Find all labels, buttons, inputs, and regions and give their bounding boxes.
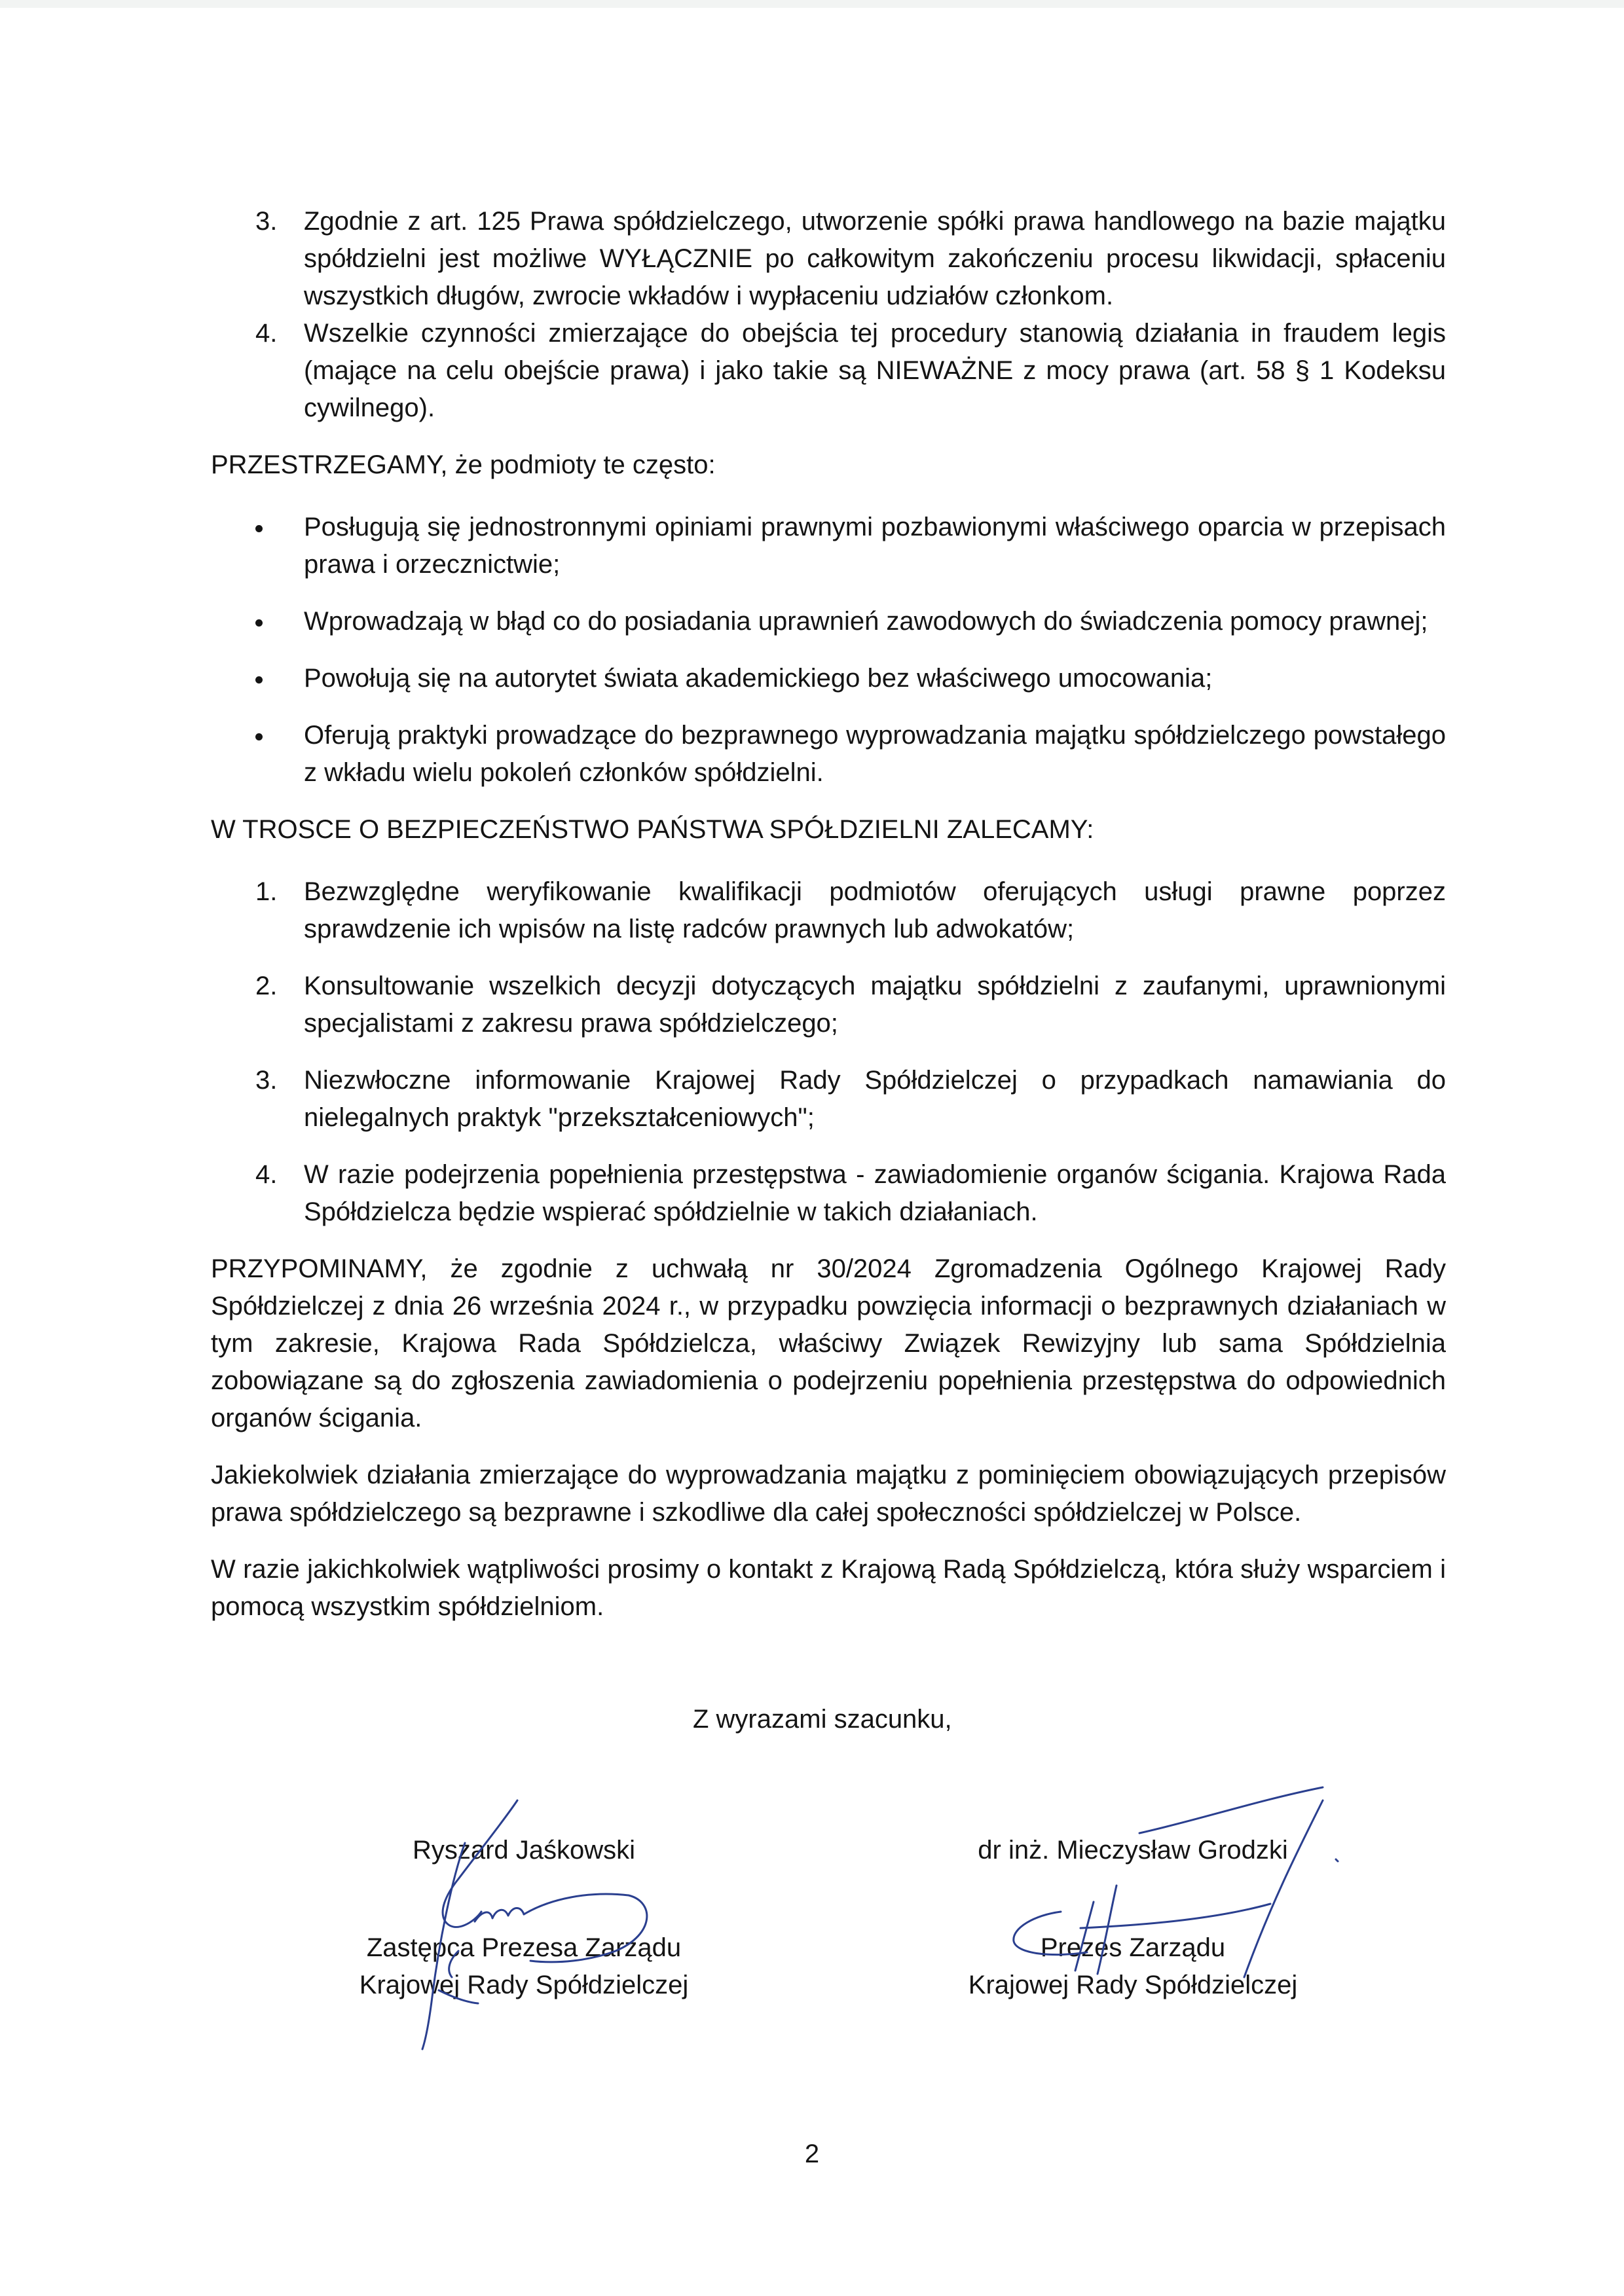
- warning-heading: PRZESTRZEGAMY, że podmioty te często:: [211, 450, 716, 479]
- list-item: [211, 1062, 1446, 1137]
- signatory-name: Ryszard Jaśkowski: [412, 1836, 636, 1865]
- list-item: [211, 315, 1446, 427]
- list-number: 2.: [255, 972, 278, 1000]
- list-number: 3.: [255, 1066, 278, 1095]
- bullet-icon: [255, 525, 263, 532]
- bullet-item: [211, 660, 1446, 697]
- list-item: [211, 203, 1446, 315]
- bullet-item: [211, 603, 1446, 640]
- list-number: 3.: [255, 207, 278, 236]
- reminder-paragraph: PRZYPOMINAMY, że zgodnie z uchwałą nr 30/2024 Zgromadzenia Ogólnego Krajowej Rady Spółdzielczej z dnia 26 września 2024 r., w przypadku powzięcia informacji o bezprawnych działaniach w tym zakresie, Krajowa Rada Spółdzielcza, właściwy Związek Rewizyjny lub sama Spółdzielnia zobowiązane są do zgłoszenia zawiadomienia o podejrzeniu popełnienia przestępstwa do odpowiednich organów ścigania.: [211, 1254, 1446, 1432]
- list-number: 4.: [255, 319, 278, 348]
- list-item-text: Wszelkie czynności zmierzające do obejścia tej procedury stanowią działania in fraudem legis (mające na celu obejście prawa) i jako takie są NIEWAŻNE z mocy prawa (art. 58 § 1 Kodeksu cywilnego).: [304, 319, 1446, 422]
- bullet-item: [211, 509, 1446, 583]
- list-number: 1.: [255, 877, 278, 906]
- letter-body: [211, 203, 1446, 1645]
- list-item: [211, 968, 1446, 1042]
- warning-bullet-list: [211, 509, 1446, 792]
- recommend-heading: W TROSCE O BEZPIECZEŃSTWO PAŃSTWA SPÓŁDZIELNI ZALECAMY:: [211, 815, 1094, 844]
- bullet-text: Posługują się jednostronnymi opiniami prawnymi pozbawionymi właściwego oparcia w przepisach prawa i orzecznictwie;: [304, 513, 1446, 579]
- bullet-text: Wprowadzają w błąd co do posiadania uprawnień zawodowych do świadczenia pomocy prawnej;: [304, 607, 1428, 636]
- list-item-text: Zgodnie z art. 125 Prawa spółdzielczego, utworzenie spółki prawa handlowego na bazie majątku spółdzielni jest możliwe WYŁĄCZNIE po całkowitym zakończeniu procesu likwidacji, spłaceniu wszystkich długów, zwrocie wkładów i wypłaceniu udziałów członkom.: [304, 207, 1446, 310]
- list-item-text: W razie podejrzenia popełnienia przestępstwa - zawiadomienie organów ścigania. Krajowa Rada Spółdzielcza będzie wspierać spółdzielnie w takich działaniach.: [304, 1160, 1446, 1226]
- page-number: 2: [804, 2140, 820, 2168]
- signatory-organization: Krajowej Rady Spółdzielczej: [359, 1971, 689, 1999]
- contact-paragraph: W razie jakichkolwiek wątpliwości prosimy o kontakt z Krajową Radą Spółdzielczą, która służy wsparciem i pomocą wszystkim spółdzielniom.: [211, 1555, 1446, 1621]
- bullet-text: Powołują się na autorytet świata akademickiego bez właściwego umocowania;: [304, 664, 1213, 693]
- signatory-role: Prezes Zarządu: [1040, 1933, 1226, 1962]
- list-number: 4.: [255, 1160, 278, 1189]
- signatory-organization: Krajowej Rady Spółdzielczej: [968, 1971, 1298, 1999]
- signatory-role: Zastępca Prezesa Zarządu: [366, 1933, 682, 1962]
- signature-block-right: [956, 1832, 1310, 2004]
- signature-block-left: [354, 1832, 694, 2004]
- bullet-icon: [255, 676, 263, 683]
- list-item-text: Konsultowanie wszelkich decyzji dotyczących majątku spółdzielni z zaufanymi, uprawnionymi specjalistami z zakresu prawa spółdzielczego;: [304, 972, 1446, 1038]
- closing-phrase: Z wyrazami szacunku,: [693, 1705, 952, 1734]
- list-item-text: Niezwłoczne informowanie Krajowej Rady Spółdzielczej o przypadkach namawiania do nielegalnych praktyk "przekształceniowych";: [304, 1066, 1446, 1132]
- statement-paragraph: Jakiekolwiek działania zmierzające do wyprowadzania majątku z pominięciem obowiązujących przepisów prawa spółdzielczego są bezprawne i szkodliwe dla całej społeczności spółdzielczej w Polsce.: [211, 1461, 1446, 1527]
- list-item-text: Bezwzględne weryfikowanie kwalifikacji podmiotów oferujących usługi prawne poprzez sprawdzenie ich wpisów na listę radców prawnych lub adwokatów;: [304, 877, 1446, 943]
- list-item: [211, 1156, 1446, 1231]
- list-item: [211, 873, 1446, 948]
- bullet-icon: [255, 733, 263, 740]
- scan-edge: [0, 0, 1624, 8]
- bullet-item: [211, 717, 1446, 792]
- bullet-text: Oferują praktyki prowadzące do bezprawnego wyprowadzania majątku spółdzielczego powstałego z wkładu wielu pokoleń członków spółdzielni.: [304, 721, 1446, 787]
- recommendations-list: [211, 873, 1446, 1231]
- legal-points-list: [211, 203, 1446, 427]
- bullet-icon: [255, 619, 263, 627]
- signatory-name: dr inż. Mieczysław Grodzki: [978, 1836, 1288, 1865]
